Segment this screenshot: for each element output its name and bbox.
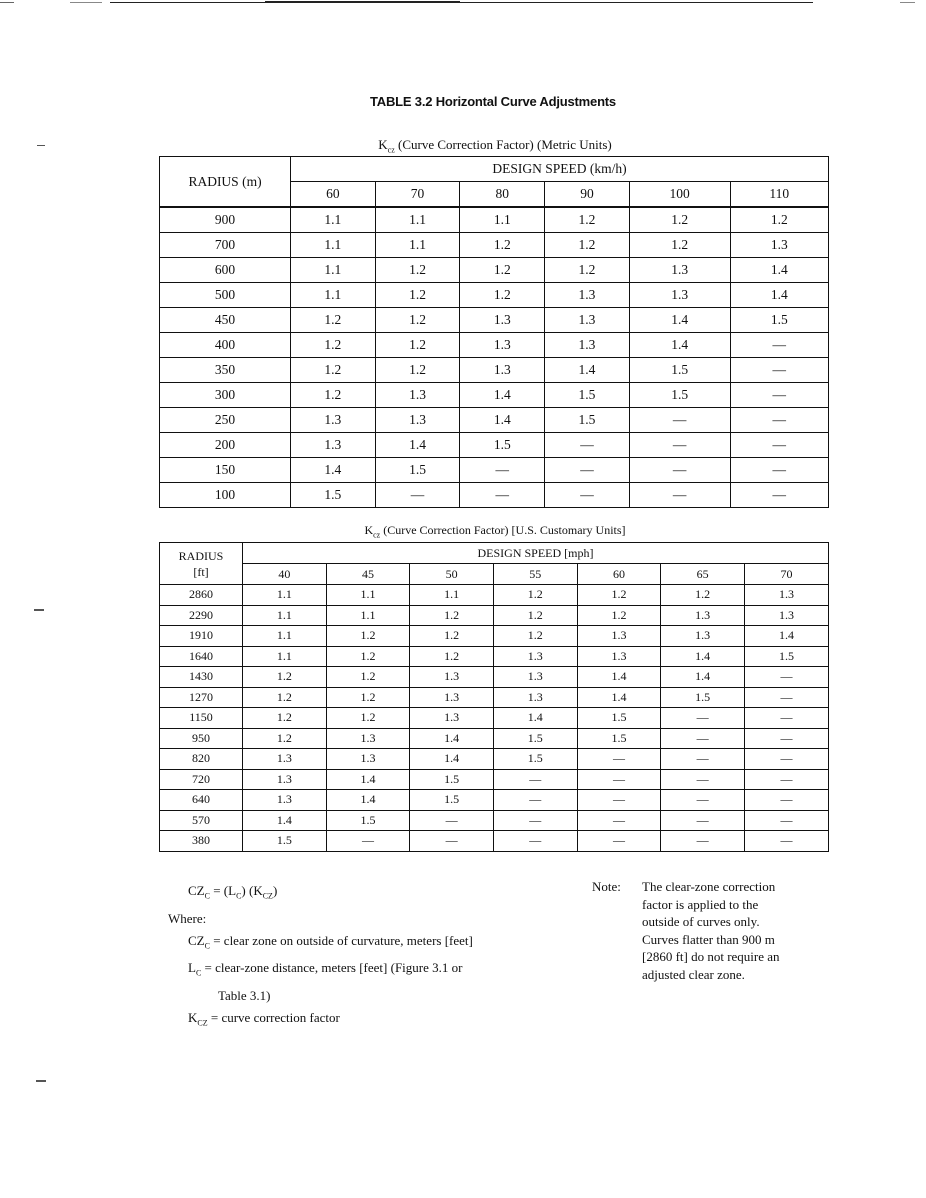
- eq-part: ): [272, 883, 278, 898]
- factor-cell: —: [493, 831, 577, 852]
- factor-cell: 1.2: [410, 626, 494, 647]
- factor-cell: 1.4: [326, 769, 410, 790]
- factor-cell: —: [545, 433, 630, 458]
- factor-cell: 1.3: [545, 308, 630, 333]
- scan-edge-line: [70, 2, 102, 3]
- speed-column-header: 60: [291, 182, 376, 208]
- scan-edge-line: [900, 2, 915, 3]
- factor-cell: 1.5: [577, 708, 661, 729]
- factor-cell: 1.3: [545, 333, 630, 358]
- table-row: [160, 810, 829, 831]
- factor-cell: —: [410, 810, 494, 831]
- note-label: Note:: [592, 879, 621, 894]
- factor-cell: —: [661, 790, 745, 811]
- page-title: TABLE 3.2 Horizontal Curve Adjustments: [370, 94, 616, 109]
- factor-cell: 1.4: [661, 667, 745, 688]
- factor-cell: 1.4: [577, 687, 661, 708]
- factor-cell: 1.3: [243, 790, 327, 811]
- factor-cell: 1.4: [661, 646, 745, 667]
- factor-cell: 1.4: [460, 383, 545, 408]
- radius-header: [160, 543, 243, 585]
- factor-cell: 1.5: [493, 728, 577, 749]
- radius-cell: 250: [160, 408, 291, 433]
- factor-cell: —: [661, 831, 745, 852]
- table-row: [160, 708, 829, 729]
- factor-cell: 1.3: [629, 258, 730, 283]
- factor-cell: —: [744, 728, 828, 749]
- factor-cell: 1.4: [629, 333, 730, 358]
- factor-cell: 1.5: [460, 433, 545, 458]
- speed-column-header: 70: [375, 182, 460, 208]
- factor-cell: 1.2: [493, 585, 577, 606]
- table-row: [160, 383, 829, 408]
- radius-cell: 2290: [160, 605, 243, 626]
- factor-cell: 1.1: [243, 605, 327, 626]
- factor-cell: 1.2: [375, 283, 460, 308]
- factor-cell: 1.3: [577, 646, 661, 667]
- radius-cell: 200: [160, 433, 291, 458]
- margin-mark: [34, 609, 44, 611]
- speed-column-header: 40: [243, 564, 327, 585]
- us-table: [159, 542, 829, 852]
- factor-cell: —: [577, 810, 661, 831]
- factor-cell: 1.3: [661, 626, 745, 647]
- factor-cell: 1.2: [243, 667, 327, 688]
- factor-cell: 1.4: [291, 458, 376, 483]
- radius-cell: 500: [160, 283, 291, 308]
- factor-cell: 1.2: [410, 646, 494, 667]
- factor-cell: 1.2: [326, 687, 410, 708]
- factor-cell: 1.5: [661, 687, 745, 708]
- table-row: [160, 483, 829, 508]
- def-text: = clear zone on outside of curvature, meters [feet]: [209, 932, 473, 948]
- radius-cell: 820: [160, 749, 243, 770]
- factor-cell: —: [545, 458, 630, 483]
- factor-cell: 1.1: [243, 626, 327, 647]
- radius-cell: 600: [160, 258, 291, 283]
- factor-cell: 1.1: [375, 207, 460, 233]
- speed-column-header: 45: [326, 564, 410, 585]
- factor-cell: 1.2: [326, 708, 410, 729]
- factor-cell: —: [577, 769, 661, 790]
- eq-sub: C: [204, 891, 210, 901]
- factor-cell: 1.2: [291, 358, 376, 383]
- factor-cell: —: [629, 458, 730, 483]
- factor-cell: 1.1: [291, 258, 376, 283]
- radius-cell: 300: [160, 383, 291, 408]
- speed-column-header: 60: [577, 564, 661, 585]
- factor-cell: —: [629, 483, 730, 508]
- eq-sub: CZ: [262, 891, 273, 901]
- factor-cell: 1.1: [375, 233, 460, 258]
- factor-cell: 1.4: [410, 749, 494, 770]
- factor-cell: 1.3: [730, 233, 829, 258]
- factor-cell: 1.3: [460, 358, 545, 383]
- factor-cell: 1.3: [410, 687, 494, 708]
- factor-cell: —: [545, 483, 630, 508]
- radius-header: RADIUS (m): [160, 157, 291, 208]
- factor-cell: —: [730, 383, 829, 408]
- factor-cell: —: [744, 687, 828, 708]
- def-symbol: K: [188, 1009, 198, 1025]
- factor-cell: —: [661, 769, 745, 790]
- factor-cell: 1.4: [375, 433, 460, 458]
- table-row: [160, 283, 829, 308]
- table-row: [160, 458, 829, 483]
- caption-sub: cz: [373, 530, 381, 540]
- factor-cell: 1.4: [243, 810, 327, 831]
- factor-cell: 1.3: [577, 626, 661, 647]
- definition-czc: [170, 930, 473, 958]
- factor-cell: 1.3: [629, 283, 730, 308]
- table-row: [160, 749, 829, 770]
- factor-cell: —: [493, 790, 577, 811]
- metric-table-caption: [160, 137, 830, 155]
- factor-cell: 1.5: [629, 383, 730, 408]
- factor-cell: 1.5: [493, 749, 577, 770]
- factor-cell: 1.1: [326, 585, 410, 606]
- factor-cell: 1.2: [545, 207, 630, 233]
- margin-mark: [36, 1080, 46, 1082]
- factor-cell: 1.3: [326, 749, 410, 770]
- factor-cell: —: [730, 458, 829, 483]
- table-row: [160, 433, 829, 458]
- radius-cell: 150: [160, 458, 291, 483]
- factor-cell: 1.5: [410, 790, 494, 811]
- factor-cell: 1.3: [326, 728, 410, 749]
- table-row: [160, 207, 829, 233]
- factor-cell: —: [661, 708, 745, 729]
- factor-cell: —: [744, 769, 828, 790]
- factor-cell: 1.2: [243, 687, 327, 708]
- factor-cell: —: [730, 483, 829, 508]
- factor-cell: 1.2: [243, 708, 327, 729]
- factor-cell: 1.2: [326, 667, 410, 688]
- speed-header: DESIGN SPEED (km/h): [291, 157, 829, 182]
- factor-cell: 1.2: [375, 358, 460, 383]
- factor-cell: 1.1: [291, 233, 376, 258]
- speed-column-header: 65: [661, 564, 745, 585]
- eq-part: CZ: [188, 883, 205, 898]
- factor-cell: 1.4: [545, 358, 630, 383]
- table-row: [160, 585, 829, 606]
- factor-cell: 1.5: [744, 646, 828, 667]
- note-line: adjusted clear zone.: [642, 966, 745, 982]
- radius-cell: 1640: [160, 646, 243, 667]
- factor-cell: —: [730, 408, 829, 433]
- speed-column-header: 70: [744, 564, 828, 585]
- speed-column-header: 55: [493, 564, 577, 585]
- table-row: [160, 790, 829, 811]
- factor-cell: 1.3: [375, 383, 460, 408]
- radius-header-line1: RADIUS: [178, 548, 224, 563]
- radius-cell: 400: [160, 333, 291, 358]
- caption-sub: cz: [387, 145, 395, 155]
- radius-cell: 1270: [160, 687, 243, 708]
- factor-cell: 1.2: [730, 207, 829, 233]
- note-block: [592, 878, 822, 983]
- factor-cell: —: [375, 483, 460, 508]
- factor-cell: 1.3: [291, 433, 376, 458]
- def-text: = clear-zone distance, meters [feet] (Figure 3.1 or: [201, 960, 463, 976]
- factor-cell: 1.3: [460, 308, 545, 333]
- table-row: [160, 687, 829, 708]
- factor-cell: —: [744, 708, 828, 729]
- radius-cell: 720: [160, 769, 243, 790]
- factor-cell: 1.5: [577, 728, 661, 749]
- factor-cell: —: [493, 769, 577, 790]
- factor-cell: 1.5: [545, 408, 630, 433]
- factor-cell: 1.2: [661, 585, 745, 606]
- factor-cell: 1.2: [545, 233, 630, 258]
- factor-cell: —: [744, 749, 828, 770]
- factor-cell: —: [493, 810, 577, 831]
- factor-cell: 1.5: [243, 831, 327, 852]
- factor-cell: 1.1: [291, 207, 376, 233]
- note-line: Curves flatter than 900 m: [642, 931, 775, 947]
- factor-cell: 1.5: [545, 383, 630, 408]
- speed-column-header: 50: [410, 564, 494, 585]
- definition-kcz: [170, 1007, 473, 1035]
- factor-cell: —: [744, 831, 828, 852]
- factor-cell: —: [577, 831, 661, 852]
- factor-cell: —: [661, 728, 745, 749]
- radius-cell: 1150: [160, 708, 243, 729]
- radius-cell: 950: [160, 728, 243, 749]
- definition-lc-cont: Table 3.1): [218, 987, 271, 1003]
- factor-cell: 1.3: [493, 646, 577, 667]
- factor-cell: 1.2: [460, 258, 545, 283]
- note-text: [642, 878, 822, 983]
- factor-cell: 1.2: [326, 626, 410, 647]
- radius-cell: 100: [160, 483, 291, 508]
- factor-cell: 1.3: [493, 687, 577, 708]
- eq-sub: C: [236, 891, 242, 901]
- def-sub: CZ: [197, 1018, 208, 1028]
- note-line: factor is applied to the: [642, 896, 759, 912]
- factor-cell: —: [460, 458, 545, 483]
- factor-cell: 1.1: [326, 605, 410, 626]
- radius-cell: 640: [160, 790, 243, 811]
- caption-text: (Curve Correction Factor) (Metric Units): [394, 137, 612, 152]
- table-row: [160, 358, 829, 383]
- caption-k: K: [364, 523, 374, 537]
- factor-cell: 1.2: [493, 626, 577, 647]
- factor-cell: 1.3: [243, 769, 327, 790]
- factor-cell: 1.5: [375, 458, 460, 483]
- speed-column-header: 80: [460, 182, 545, 208]
- factor-cell: 1.5: [410, 769, 494, 790]
- factor-cell: 1.1: [243, 585, 327, 606]
- factor-cell: 1.4: [730, 283, 829, 308]
- factor-cell: 1.2: [243, 728, 327, 749]
- factor-cell: 1.3: [545, 283, 630, 308]
- factor-cell: —: [661, 749, 745, 770]
- table-row: [160, 728, 829, 749]
- scan-edge-line: [265, 1, 460, 3]
- factor-cell: 1.2: [629, 233, 730, 258]
- factor-cell: 1.5: [326, 810, 410, 831]
- factor-cell: 1.1: [460, 207, 545, 233]
- table-row: [160, 233, 829, 258]
- factor-cell: —: [730, 333, 829, 358]
- note-line: [2860 ft] do not require an: [642, 949, 780, 964]
- factor-cell: 1.2: [375, 308, 460, 333]
- factor-cell: 1.2: [493, 605, 577, 626]
- factor-cell: —: [661, 810, 745, 831]
- eq-part: ) (K: [241, 883, 263, 898]
- table-row: [160, 308, 829, 333]
- eq-part: = (L: [209, 883, 237, 898]
- factor-cell: 1.4: [410, 728, 494, 749]
- formula-equation: [170, 880, 473, 908]
- factor-cell: —: [629, 433, 730, 458]
- factor-cell: —: [577, 790, 661, 811]
- radius-header-line2: [ft]: [193, 564, 209, 579]
- table-row: [160, 646, 829, 667]
- speed-column-header: 110: [730, 182, 829, 208]
- factor-cell: 1.3: [744, 585, 828, 606]
- factor-cell: 1.4: [629, 308, 730, 333]
- note-line: The clear-zone correction: [642, 879, 776, 894]
- scan-edge-line: [110, 2, 813, 3]
- speed-column-header: 90: [545, 182, 630, 208]
- margin-mark: [37, 145, 45, 146]
- factor-cell: 1.4: [326, 790, 410, 811]
- factor-cell: 1.3: [661, 605, 745, 626]
- radius-cell: 350: [160, 358, 291, 383]
- note-line: outside of curves only.: [642, 914, 760, 929]
- def-text: = curve correction factor: [207, 1009, 340, 1025]
- factor-cell: 1.2: [577, 605, 661, 626]
- factor-cell: —: [629, 408, 730, 433]
- radius-cell: 380: [160, 831, 243, 852]
- factor-cell: 1.1: [291, 283, 376, 308]
- factor-cell: 1.3: [410, 667, 494, 688]
- factor-cell: 1.3: [291, 408, 376, 433]
- factor-cell: —: [326, 831, 410, 852]
- factor-cell: —: [410, 831, 494, 852]
- factor-cell: 1.2: [291, 333, 376, 358]
- factor-cell: —: [730, 358, 829, 383]
- factor-cell: —: [744, 790, 828, 811]
- factor-cell: —: [744, 810, 828, 831]
- factor-cell: 1.2: [291, 383, 376, 408]
- factor-cell: 1.2: [460, 233, 545, 258]
- factor-cell: 1.5: [291, 483, 376, 508]
- def-symbol: L: [188, 960, 196, 976]
- factor-cell: 1.2: [460, 283, 545, 308]
- factor-cell: 1.4: [493, 708, 577, 729]
- factor-cell: —: [744, 667, 828, 688]
- factor-cell: 1.3: [493, 667, 577, 688]
- def-symbol: CZ: [188, 932, 205, 948]
- scan-edge-line: [0, 2, 14, 3]
- factor-cell: 1.2: [326, 646, 410, 667]
- table-row: [160, 408, 829, 433]
- where-label: Where:: [168, 910, 207, 926]
- factor-cell: 1.3: [410, 708, 494, 729]
- factor-cell: 1.4: [577, 667, 661, 688]
- table-row: [160, 831, 829, 852]
- def-sub: C: [195, 968, 202, 978]
- caption-text: (Curve Correction Factor) [U.S. Customary Units]: [380, 523, 626, 537]
- factor-cell: 1.3: [744, 605, 828, 626]
- def-sub: C: [204, 941, 210, 951]
- factor-cell: 1.2: [629, 207, 730, 233]
- radius-cell: 450: [160, 308, 291, 333]
- factor-cell: 1.5: [629, 358, 730, 383]
- radius-cell: 2860: [160, 585, 243, 606]
- table-row: [160, 769, 829, 790]
- metric-table: [159, 156, 829, 508]
- factor-cell: 1.2: [375, 258, 460, 283]
- factor-cell: 1.4: [730, 258, 829, 283]
- speed-header: DESIGN SPEED [mph]: [243, 543, 829, 564]
- table-row: [160, 605, 829, 626]
- factor-cell: 1.2: [375, 333, 460, 358]
- radius-cell: 570: [160, 810, 243, 831]
- factor-cell: 1.4: [460, 408, 545, 433]
- factor-cell: 1.2: [545, 258, 630, 283]
- definition-lc: [170, 957, 473, 985]
- radius-cell: 700: [160, 233, 291, 258]
- formula-block: [170, 880, 473, 1034]
- us-table-caption: [160, 523, 830, 539]
- table-row: [160, 626, 829, 647]
- table-row: [160, 258, 829, 283]
- caption-k: K: [378, 137, 388, 152]
- factor-cell: —: [460, 483, 545, 508]
- factor-cell: 1.5: [730, 308, 829, 333]
- factor-cell: 1.2: [291, 308, 376, 333]
- factor-cell: 1.1: [243, 646, 327, 667]
- table-row: [160, 667, 829, 688]
- radius-cell: 900: [160, 207, 291, 233]
- factor-cell: —: [577, 749, 661, 770]
- speed-column-header: 100: [629, 182, 730, 208]
- factor-cell: 1.1: [410, 585, 494, 606]
- radius-cell: 1910: [160, 626, 243, 647]
- factor-cell: 1.4: [744, 626, 828, 647]
- table-row: [160, 333, 829, 358]
- factor-cell: 1.2: [577, 585, 661, 606]
- radius-cell: 1430: [160, 667, 243, 688]
- factor-cell: —: [730, 433, 829, 458]
- factor-cell: 1.2: [410, 605, 494, 626]
- factor-cell: 1.3: [460, 333, 545, 358]
- factor-cell: 1.3: [243, 749, 327, 770]
- factor-cell: 1.3: [375, 408, 460, 433]
